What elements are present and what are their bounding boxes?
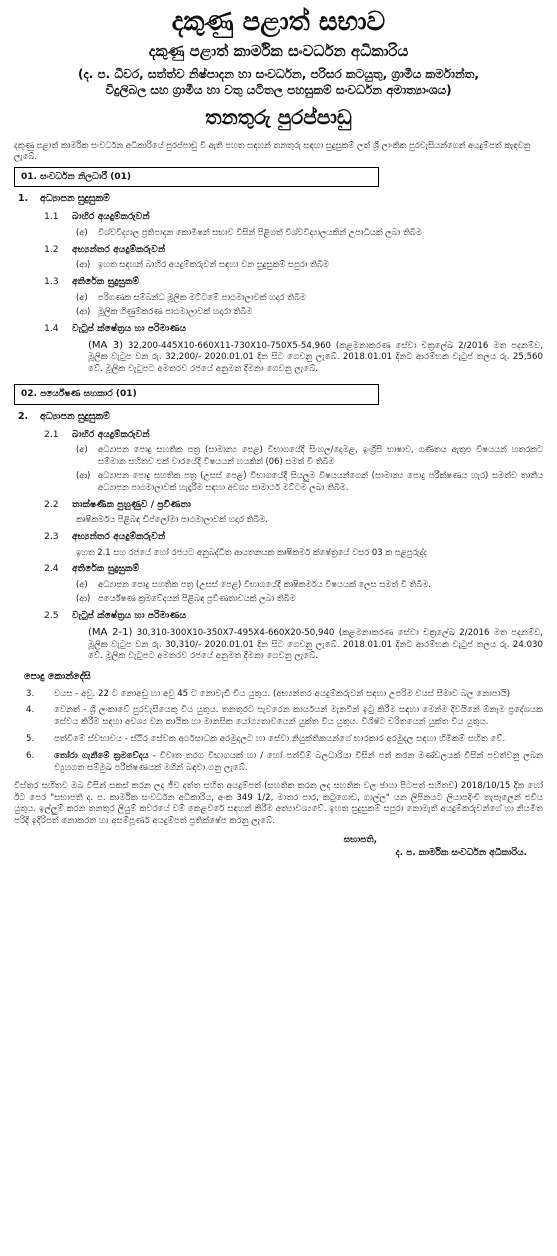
section-2-3: 2.3 අභ්‍යන්තර අයදුම්කරුවන් xyxy=(44,530,166,542)
post-1-salary xyxy=(14,339,543,377)
condition-3: 3. වයස - අවු. 22 ට නොඅඩු හා අවු 45 ට නොවැඩි විය යුතුය. (අභ්‍යන්තර අයදුම්කරුවන් සඳහා උපරිම වයස් සීමාව බල නොපායි) xyxy=(26,688,511,699)
item-2-4-b: (ආ) පර්යේෂණ ක්‍රමවේදයන් පිළිබඳ ප්‍රවීණතාවයක් ලබා තිබීම xyxy=(76,593,296,604)
general-conditions-title: පොදු කොන්දේසි xyxy=(24,671,91,683)
item-1-1-a: (අ) විශ්වවිද්‍යාල ප්‍රතිපාදන කොමිෂන් සභාව විසින් පිළිගත් විශ්වවිද්‍යාලයකින් උපාධියක් ලබා තිබීම xyxy=(76,227,422,238)
closing-instructions: විස්තර සහිතව ඔබ විසින් සකස් කරන ලද ජීව දත්ත සහිත අයදුම්පත් (සහතික කරන ලද සහතික වල ඡායා පිටපත් සහිතව) 2018/10/15 දින හෝ ඊට පෙර "සභාපති ද. ප. කාර්මික සංවර්ධන අධිකාරිය, අංක 349 1/2, මාතර පාර, කටුගොඩ, ගාල්ල" යන ලිපිනයට ලියාපදිංචි තැපෑලෙන් එවිය යුතුය. ඉල්ලුම් කරන තනතුර ලියුම් කවරයේ වම් කෙළවරේ සඳහන් කිරීම අත්‍යාවශ්‍යවේ. ඉහත සුදුසුකම් සපුරා නොමැති අයදුම්කරුවන්ගේ හා නියමිත පරිදි ඉදිරිපත් නොකරන හා අසම්පූර්ණ අයදුම්පත් ප්‍රතික්ෂේප කරනු ලැබේ. xyxy=(14,780,543,827)
item-2-2: කෘෂිකර්මය පිළිබඳ ඩිප්ලෝමා පාඨමාලාවක් හදාර තිබීම. xyxy=(76,514,268,525)
condition-5: 5. පත්වීමේ ස්වභාවය - ස්ථිර සේවක අර්ථසාධක අරමුදලට හා සේවා නියුක්තිකයන්ගේ භාරකාර අරමුදල සඳහා හිමිකම් සහිත වේ. xyxy=(26,734,506,745)
ministry-line-2: විදුලිබල සහ ග්‍රාමීය හා වතු යටිතල පහසුකම් සංවර්ධන අමාත්‍යාංශය) xyxy=(105,83,452,98)
condition-4: 4. වෙනත් - ශ්‍රී ලංකාවේ පුරවැසියෙකු විය යුතුය. තනතුරට පැවරෙන කාර්යයන් මැනවින් ඉටු කිරීම සඳහා මෙන්ම දිවයිනේ ඕනෑම ප්‍රදේශයක සේවය කිරීම සඳහා අවශ්‍ය වන කායික හා මානසික යෝග්‍යතාවයෙන් යුක්ත විය යුතුය. විශිෂ්ට චරිතයෙන් යුක්ත විය යුතුය. xyxy=(26,705,543,728)
section-1-1: 1.1 බාහිර අයදුම්කරුවන් xyxy=(44,211,150,223)
council-name: දකුණු පළාත් සභාව xyxy=(171,7,386,37)
post-1-salary-text: 32,200-445X10-660X11-730X10-750X5-54,960 (කළමනාකරණ සේවා චක්‍රලේඛ 2/2016 මත පදනම්ව, මූලික වැටුප වන රු. 32,200/- 2020.01.01 දින සිට ගෙවනු ලැබේ. 2018.01.01 දිනට ආරම්භක වැටුප් තලය රු. 25,560 වේ. මූලික වැටුපට අමතරව රජයේ අනුමත දීමනා ගෙවනු ලැබේ. xyxy=(88,340,544,375)
selection-method-label: තෝරා ගැනීමේ ක්‍රමවේදය xyxy=(54,750,149,761)
signature-title: සභාපති, xyxy=(343,835,377,846)
item-2-1-b: (ආ) අධ්‍යාපන පොදු සහතික පත්‍ර (උසස් පෙළ) විභාගයේදී සියලුම විෂයයන්ගෙන් (සාමාන්‍ය පොදු පරීක්ෂණය හැර) සමත්ව තෘතීය අධ්‍යාපන පාඨමාලාවක් හැදෑරීම සඳහා අවශ්‍ය සාමාර්ථ මට්ටම ලබා තිබීම. xyxy=(76,470,543,492)
signature-block xyxy=(14,834,543,859)
intro-text: දකුණු පළාත් කාර්මික සංවර්ධන අධිකාරියේ පුරප්පාඩු වී ඇති පහත සඳහන් තනතුරු සඳහා සුදුසුකම් ලත් ශ්‍රී ලාංකික පුරවැසියන්ගෙන් අයදුම්පත් කැඳවනු ලැබේ. xyxy=(14,139,531,162)
ministry-line-1: (ද. ප. ධීවර, සත්ත්ව නිෂ්පාදන හා සංවර්ධන, පරිසර කටයුතු, ග්‍රාමීය කර්මාන්ත, xyxy=(77,66,479,81)
post-2-salary-text: 30,310-300X10-350X7-495X4-660X20-50,940 (කළමනාකරණ සේවා චක්‍රලේඛ 2/2016 මත පදනම්ව, මූලික වැටුප වන රු. 30,310/- 2020.01.01 දින සිට ගෙවනු ලැබේ. 2018.01.01 දිනට ආරම්භක වැටුප් තලය රු. 24.030 වේ. මූලික වැටුපට අමතරව රජයේ අනුමත දීමනා ගෙවනු ලැබේ. xyxy=(88,627,543,662)
post-2-qualifications xyxy=(14,411,543,424)
section-2-1: 2.1 බාහිර අයදුම්කරුවන් xyxy=(44,428,150,440)
notice-title: තනතුරු පුරප්පාඩු xyxy=(205,105,352,130)
section-1-2: 1.2 අභ්‍යන්තර අයදුම්කරුවන් xyxy=(44,243,166,255)
post-2-box: 02. පර්යේෂණ සහකාර (01) xyxy=(14,384,379,404)
section-1-4: 1.4 වැටුප් ක්ෂේත්‍රය හා පරිමාණය xyxy=(44,322,187,334)
section-2-5: 2.5 වැටුප් ක්ෂේත්‍රය හා පරිමාණය xyxy=(44,610,187,621)
section-2-4: 2.4 අතිරේක සුදුසුකම් xyxy=(44,563,139,575)
item-2-4-a: (අ) අධ්‍යාපන පොදු සහතික පත්‍ර (උසස් පෙළ) විභාගයේදී කෘෂිකර්මය විෂයයක් ලෙස සමත් වී තිබීම. xyxy=(76,578,431,589)
section-1-3: 1.3 අතිරේක සුදුසුකම් xyxy=(44,275,139,287)
post-2-qual-title: අධ්‍යාපන සුදුසුකම් xyxy=(40,410,110,422)
item-2-1-a: (අ) අධ්‍යාපන පොදු සහතික පත්‍ර (සාමාන්‍ය පෙළ) විභාගයේදී සිංහල/දෙමළ, ඉංග්‍රීසි භාෂාව, ගණිතය ඇතුළු විෂයයන් හතරකට සම්මාන සහිතව එක් වාරයේදී විෂයයන් හයකින් (06) සමත් වී තිබීම xyxy=(76,444,543,466)
post-1-number: 1. xyxy=(18,193,29,205)
authority-name: දකුණු පළාත් කාර්මික සංවර්ධන අධිකාරිය xyxy=(148,41,409,60)
post-1-salary-code: (MA 3) xyxy=(88,339,123,351)
post-2-number: 2. xyxy=(18,410,29,422)
post-1-qualifications xyxy=(14,193,543,206)
item-2-3: ඉහත 2.1 සහ රජයේ හෝ රජයට අනුබද්ධිත ආයතනයක කෘෂිකර්ම ක්ෂේත්‍රයේ වසර 03 ක පළපුරුද්ද xyxy=(76,546,427,557)
item-1-3-a: (අ) පරිගණක සම්බන්ධ මූලික මට්ටමේ පාඨමාලාවක් හදාර තිබීම xyxy=(76,291,306,302)
post-2-salary-code: (MA 2-1) xyxy=(88,626,133,638)
condition-6: 6. තෝරා ගැනීමේ ක්‍රමවේදය - විවෘත තරග විභාගයක් හා / හෝ පත්වීම් බලධාරියා විසින් පත් කරන මණ්ඩලයක් විසින් පවත්වනු ලබන ව්‍යුහගත සම්මුඛ පරීක්ෂණයක් මගින් බඳවා ගනු ලැබේ. xyxy=(26,750,543,773)
signature-organization: ද. ප. කාර්මික සංවර්ධන අධිකාරිය. xyxy=(395,847,527,858)
item-1-3-b: (ආ) මූලික ගිණුම්කරණ පාඨමාලාවක් හදාරා තිබීම xyxy=(76,306,253,317)
post-1-box: 01. සංවර්ධන නිලධාරී (01) xyxy=(14,167,379,187)
item-1-2-a: (ආ) ඉහත සඳහන් බාහිර අයදුම්කරුවන් සඳහා වන සුදුසුකම් සපුරා තිබීම xyxy=(76,259,329,270)
section-2-2: 2.2 තාක්ෂණික පුහුණුව / ප්‍රවීණතා xyxy=(44,498,191,510)
post-1-qual-title: අධ්‍යාපන සුදුසුකම් xyxy=(40,193,110,205)
post-2-salary xyxy=(14,626,543,664)
